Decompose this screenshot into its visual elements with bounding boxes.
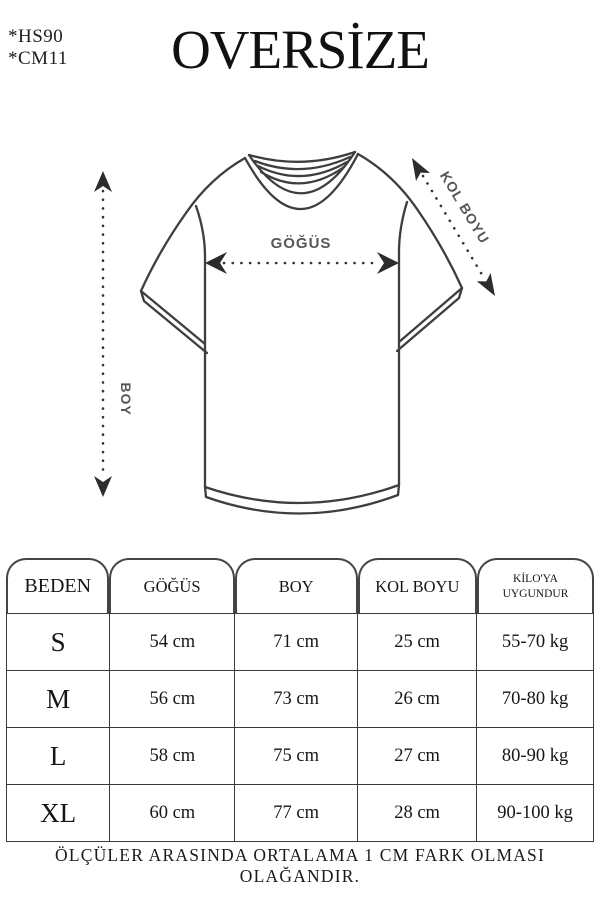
cell-sleeve: 28 cm xyxy=(357,785,476,842)
cell-sleeve: 25 cm xyxy=(357,614,476,671)
column-header-chest: GÖĞÜS xyxy=(109,558,234,613)
cell-chest: 58 cm xyxy=(110,728,235,785)
column-header-length: BOY xyxy=(235,558,358,613)
chest-label: GÖĞÜS xyxy=(270,235,332,252)
cell-length: 71 cm xyxy=(235,614,358,671)
sleeve-arrowhead-top xyxy=(412,158,430,181)
sleeve-label: KOL BOYU xyxy=(436,168,493,247)
table-row-xl xyxy=(7,785,594,842)
left-shoulder xyxy=(186,158,245,213)
page-title: OVERSİZE xyxy=(171,19,429,80)
size-table xyxy=(6,558,594,842)
cell-weight: 70-80 kg xyxy=(477,671,594,728)
column-header-size: BEDEN xyxy=(6,558,109,613)
sleeve-arrowhead-bottom xyxy=(477,273,495,296)
cell-sleeve: 26 cm xyxy=(357,671,476,728)
sleeve-arrow xyxy=(412,158,495,296)
cell-size: L xyxy=(7,728,110,785)
chest-arrowhead-right xyxy=(377,252,399,274)
table-row-m xyxy=(7,671,594,728)
cell-size: XL xyxy=(7,785,110,842)
size-table-body xyxy=(6,613,594,842)
column-header-weight: KİLO'YA UYGUNDUR xyxy=(477,558,594,613)
cell-weight: 90-100 kg xyxy=(477,785,594,842)
length-arrowhead-bottom xyxy=(94,476,112,497)
left-cuff xyxy=(141,291,207,353)
cell-chest: 56 cm xyxy=(110,671,235,728)
cell-sleeve: 27 cm xyxy=(357,728,476,785)
cell-length: 77 cm xyxy=(235,785,358,842)
right-sleeve-edge xyxy=(417,209,462,288)
tshirt-outline xyxy=(141,152,462,514)
right-shoulder xyxy=(358,154,417,209)
cell-chest: 54 cm xyxy=(110,614,235,671)
right-cuff xyxy=(397,288,462,351)
left-sleeve-edge xyxy=(141,213,186,291)
chest-arrow xyxy=(205,234,399,274)
hem-band xyxy=(205,485,399,514)
size-table-header xyxy=(6,558,594,613)
product-code-1: *HS90 xyxy=(8,26,64,47)
length-arrow xyxy=(94,171,134,497)
length-arrowhead-top xyxy=(94,171,112,192)
length-label: BOY xyxy=(118,382,134,416)
table-row-l xyxy=(7,728,594,785)
cell-length: 75 cm xyxy=(235,728,358,785)
cell-size: S xyxy=(7,614,110,671)
cell-weight: 55-70 kg xyxy=(477,614,594,671)
cell-chest: 60 cm xyxy=(110,785,235,842)
table-row-s xyxy=(7,614,594,671)
cell-weight: 80-90 kg xyxy=(477,728,594,785)
product-code-2: *CM11 xyxy=(8,48,68,69)
cell-size: M xyxy=(7,671,110,728)
column-header-sleeve: KOL BOYU xyxy=(358,558,477,613)
footnote: ÖLÇÜLER ARASINDA ORTALAMA 1 CM FARK OLMASI OLAĞANDIR. xyxy=(54,845,546,886)
cell-length: 73 cm xyxy=(235,671,358,728)
